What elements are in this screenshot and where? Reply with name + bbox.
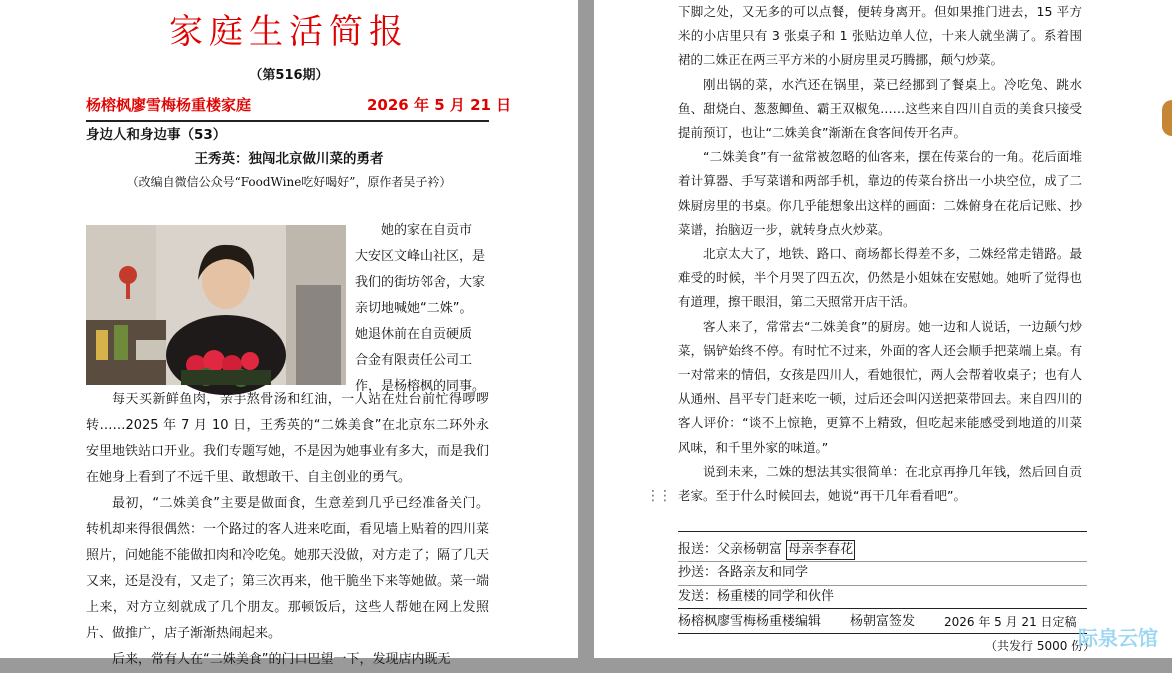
footer-rule [678,608,1087,609]
masthead-rule [86,120,489,122]
sidebar-assistant-icon[interactable] [1162,100,1172,136]
footer-signer: 杨朝富签发 [850,614,916,629]
paragraph: 说到未来，二姝的想法其实很简单：在北京再挣几年钱，然后回自贡老家。至于什么时候回去，她说“再干几年看看吧”。 [678,463,1082,504]
wrap-line: 作，是杨榕枫的同事。 [355,379,486,394]
paragraph: 最初，“二姝美食”主要是做面食，生意差到几乎已经准备关门。转机却来得很偶然：一个路过的客人进来吃面，看见墙上贴着的四川菜照片，问她能不能做扣肉和冷吃兔。她那天没做，对方走了；隔了几天又来，还是没有，又走了；第三次再来，他干脆坐下来等她做。菜一端上来，对方立刻就成了几个朋友。那顿饭后，这些人帮她在网上发照片、做推广，店子渐渐热闹起来。 [86,496,490,641]
wrap-line: 合金有限责任公司工 [355,353,473,368]
paragraph: 每天买新鲜鱼肉，亲手熬骨汤和红油，一人站在灶台前忙得啰啰转……2025 年 7 月 10 日，王秀英的“二姝美食”在北京东二环外永安里地铁站口开业。我们专题写她，不是因为她事业有多大，而是我们在她身上看到了不远千里、敢想敢干、自主创业的勇气。 [86,392,490,485]
paragraph: 后来，常有人在“二姝美食”的门口巴望一下，发现店内既无 [112,652,451,667]
bao-recipient-b[interactable]: 母亲李春花 [786,540,855,560]
masthead-date: 2026 年 5 月 21 日 [367,96,512,114]
paragraph: “二姝美食”有一盆常被忽略的仙客来，摆在传菜台的一角。花后面堆着计算器、手写菜谱和两部手机，靠边的传菜台挤出一小块空位，成了二姝厨房里的书桌。你几乎能想象出这样的画面：二姝俯身在花后记账、抄菜谱，抬脑迈一步，就转身点火炒菜。 [678,149,1082,237]
footer-top-rule [678,531,1087,532]
left-body [86,387,489,673]
photo-woman-with-flowers-icon [86,225,346,385]
footer-bottom-rule [678,633,1087,634]
footer-chao: 抄送：各路亲友和同学 [678,565,809,580]
article-source: （改编自微信公众号“FoodWine吃好喝好”，原作者吴子衿） [126,175,452,189]
footer-rule [678,561,1087,562]
paragraph: 下脚之处，又无多的可以点餐，便转身离开。但如果推门进去，15 平方米的小店里只有 3 张桌子和 1 张贴边单人位，十来人就坐满了。系着围裙的二姝正在两三平方米的小厨房里灵巧腾挪，颠勺炒菜。 [678,4,1082,68]
paragraph: 北京太大了，地铁、路口、商场都长得差不多，二姝经常走错路。最难受的时候，半个月哭了四五次，仍然是小姐妹在安慰她。她听了觉得也有道理，擦干眼泪，第二天照常开店干活。 [678,246,1082,310]
newsletter-title: 家庭生活简报 [169,12,409,52]
issue-number: （第516期） [249,68,329,83]
paragraph: 客人来了，常常去“二姝美食”的厨房。她一边和人说话，一边颠勺炒菜，锅铲始终不停。有时忙不过来，外面的客人还会顺手把菜端上桌。有一对常来的情侣，女孩是四川人，看她很忙，两人会帮着收桌子；也有人从通州、昌平专门赶来吃一顿，过后还会叫闪送把菜带回去。来自四川的客人评价：“谈不上惊艳，更算不上精致，但吃起来能感受到地道的川菜风味，和千里外家的味道。” [678,318,1082,455]
wrap-line: 亲切地喊她“二姝”。 [355,301,473,316]
wrap-line: 她的家在自贡市 [381,223,473,238]
wrap-line: 我们的街坊邻舍，大家 [355,275,486,290]
footer-fa: 发送：杨重楼的同学和伙伴 [678,589,835,604]
left-page [0,0,578,667]
drag-handle-icon[interactable]: ⋮⋮ [646,488,670,504]
paragraph: 刚出锅的菜，水汽还在锅里，菜已经挪到了餐桌上。冷吃兔、跳水鱼、甜烧白、葱葱鲫鱼、霸王双椒兔……这些来自四川自贡的美食只接受提前预订，也让“二姝美食”渐渐在食客间传开名声。 [678,76,1082,141]
article-headline: 王秀英：独闯北京做川菜的勇者 [194,151,384,167]
footer-fixed-date: 2026 年 5 月 21 日定稿 [944,615,1077,629]
footer-editors: 杨榕枫廖雪梅杨重楼编辑 [678,614,822,629]
wrap-text [355,218,489,400]
article-photo[interactable] [86,225,346,385]
wrap-line: 大安区文峰山社区，是 [355,249,486,264]
masthead-family: 杨榕枫廖雪梅杨重楼家庭 [86,96,252,114]
wrap-line: 她退休前在自贡硬质 [355,327,473,342]
right-body [678,0,1082,508]
print-count: （共发行 5000 份） [985,639,1096,653]
footer-bao [678,540,855,560]
bao-label: 报送： [678,542,718,557]
bao-recipient-a: 父亲杨朝富 [717,542,783,557]
column-title: 身边人和身边事（53） [86,127,227,143]
watermark-logo: 际泉云馆 [1078,626,1158,650]
footer-rule [678,585,1087,586]
